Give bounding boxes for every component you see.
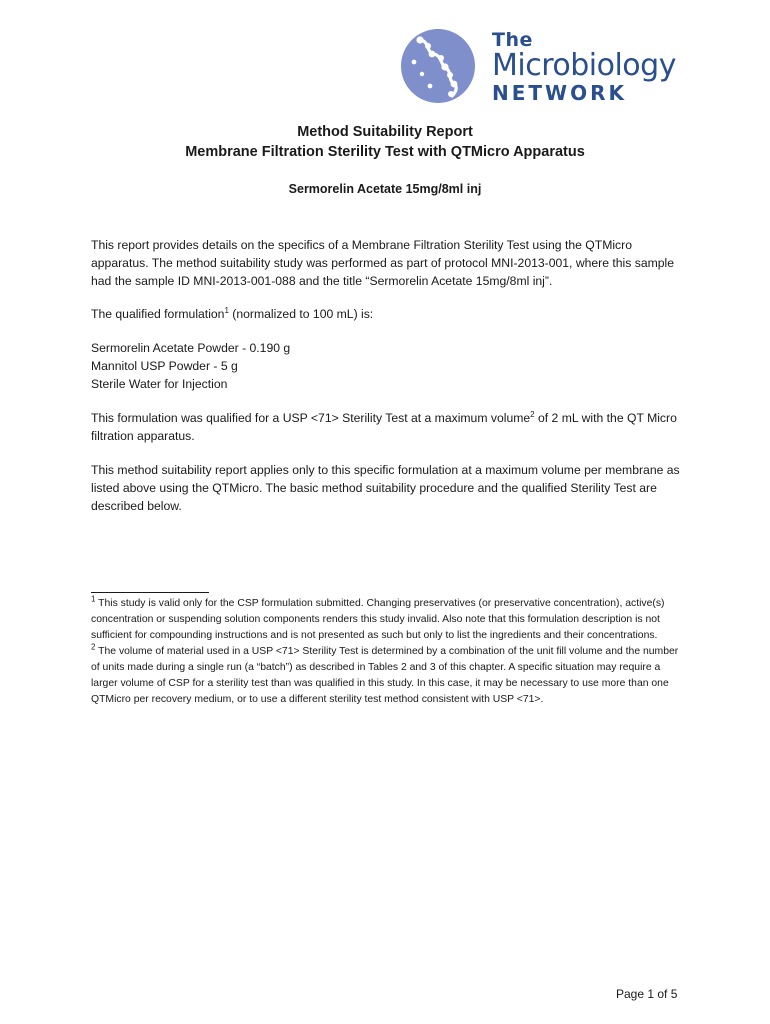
footnote-1-marker: 1 (91, 594, 96, 604)
logo-microbiology: Microbiology (492, 48, 676, 83)
footnote-ref-2: 2 (530, 409, 535, 419)
formulation-item: Sermorelin Acetate Powder - 0.190 g (91, 341, 291, 355)
page-number: Page 1 of 5 (616, 987, 678, 1001)
intro-paragraph (91, 236, 691, 290)
logo-circle-icon (400, 28, 476, 104)
footnote-1-text: This study is valid only for the CSP formulation submitted. Changing preservatives (or preservative concentration), active(s) concentration or suspending solution components renders this study invalid. Also note that this formulation description is not sufficient for compounding instructions and is not presented as such but only to list the ingredients and their concentrations. (91, 598, 665, 641)
qualification-paragraph (91, 409, 691, 445)
microbiology-network-logo (400, 28, 690, 104)
logo-wordmark (492, 30, 676, 104)
intro-text: This report provides details on the specifics of a Membrane Filtration Sterility Test using the QTMicro apparatus. The method suitability study was performed as part of protocol MNI-2013-001, where this sample had the sample ID MNI-2013-001-088 and the title “Sermorelin Acetate 15mg/8ml inj”. (91, 238, 675, 288)
formulation-list (91, 339, 691, 393)
report-title (0, 122, 770, 162)
logo-the: The (492, 29, 533, 51)
footnote-2-marker: 2 (91, 642, 96, 652)
footnote-1 (91, 596, 681, 644)
formulation-item: Sterile Water for Injection (91, 377, 228, 391)
formulation-intro-text: The qualified formulation (91, 307, 225, 321)
footnote-2-text: The volume of material used in a USP <71> Sterility Test is determined by a combination of the unit fill volume and the number of units made during a single run (a “batch”) as described in Tables 2 and 3 of this chapter. A specific situation may require a larger volume of CSP for a sterility test than was qualified in this study. In this case, it may be necessary to use more than one QTMicro per recovery medium, or to use a different sterility test method consistent with USP <71>. (91, 646, 679, 705)
formulation-intro-text-end: (normalized to 100 mL) is: (228, 307, 374, 321)
footnote-divider (91, 592, 209, 593)
formulation-intro-paragraph (91, 305, 691, 323)
footnote-ref-1: 1 (224, 305, 229, 315)
footnotes (91, 596, 681, 708)
footnote-2 (91, 644, 681, 708)
formulation-item: Mannitol USP Powder - 5 g (91, 359, 238, 373)
qualification-text: This formulation was qualified for a USP <71> Sterility Test at a maximum volume (91, 411, 531, 425)
title-line-2: Membrane Filtration Sterility Test with QTMicro Apparatus (185, 144, 585, 160)
product-subtitle: Sermorelin Acetate 15mg/8ml inj (288, 182, 482, 196)
applicability-paragraph (91, 461, 691, 515)
qualification-text-end: of 2 mL with the QT Micro filtration apparatus. (91, 411, 677, 443)
applicability-text: This method suitability report applies only to this specific formulation at a maximum volume per membrane as listed above using the QTMicro. The basic method suitability procedure and the qualified Sterility Test are described below. (91, 463, 680, 513)
logo-network: NETWORK (492, 81, 628, 105)
title-line-1: Method Suitability Report (297, 124, 473, 140)
